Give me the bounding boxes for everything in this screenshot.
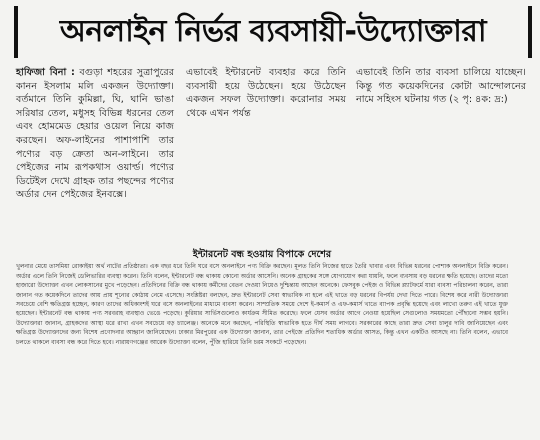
byline: হাফিজা বিনা : <box>16 67 75 78</box>
subarticle-heading: ইন্টারনেট বন্ধ হওয়ায় বিপাকে দেশের <box>192 249 332 260</box>
article-column-1 <box>16 66 174 202</box>
page-fade <box>0 395 540 440</box>
article-column-2-text: এভাবেই ইন্টারনেট ব্যবহার করে তিনি ব্যবসায়ী হয়ে উঠেছেন। হয়ে উঠেছেন একজন সফল উদ্যোক্তা। করোনার সময় থেকে এখন পর্যন্ত <box>186 67 346 119</box>
subarticle <box>16 250 508 347</box>
headline: অনলাইন নির্ভর ব্যবসায়ী-উদ্যোক্তারা <box>59 13 487 49</box>
article-column-2 <box>186 66 346 120</box>
article-column-3 <box>356 66 526 107</box>
headline-frame <box>14 6 532 58</box>
article-column-1-text: বগুড়া শহরের সুত্রাপুরের কানন ইসলাম মলি একজন উদ্যোক্তা। বর্তমানে তিনি কুমিল্লা, ঘি, ঘানি ভাঙা সরিষার তেল, মধুসহ বিভিন্ন ধরনের তেল এবং হোমমেড হেয়ার ওয়েল নিয়ে কাজ করছেন। অফ-লাইনের পাশাপাশি তার পণ্যের বড় ক্রেতা অন-লাইনে। তার পেইজের নাম রূপকথাস ওয়ার্ল্ড। পণ্যের ডিটেইল দেখে গ্রাহক তার পছন্দের পণ্যের অর্ডার দেন পেইজের ইনবক্সে। <box>16 67 174 201</box>
subarticle-body: খুলনার মেয়ে তাসমিয়া রোকাইয়া অর্থ নাটের প্রতিষ্ঠাতা। এক বছর ধরে তিনি ঘরে বসে অনলাইনে পণ্য বিক্রি করছেন। মূলত তিনি নিজের হাতে তৈরি খাবার এবং বিভিন্ন ধরনের পোশাক অনলাইনে বিক্রি করেন। অর্ডার এলে তিনি নিজেই ডেলিভারির ব্যবস্থা করেন। তিনি বলেন, ইন্টারনেট বন্ধ থাকায় কোনো অর্ডার আসেনি। অনেক গ্রাহকের সঙ্গে যোগাযোগ করা যায়নি, ফলে ব্যবসায় বড় ধরনের ক্ষতি হয়েছে। তাদের মতো হাজারো উদ্যোক্তা এখন লোকসানের মুখে পড়েছেন। প্রতিদিনের বিক্রি বন্ধ থাকায় কর্মীদের বেতন দেওয়া নিয়েও দুশ্চিন্তায় আছেন অনেকে। ফেসবুক পেইজ ও বিভিন্ন প্ল্যাটফর্মে যারা ব্যবসা পরিচালনা করেন, তারা জানান গত কয়েকদিনে তাদের আয় প্রায় শূন্যের কোঠায় নেমে এসেছে। সংশ্লিষ্টরা বলছেন, দ্রুত ইন্টারনেট সেবা স্বাভাবিক না হলে এই খাতে বড় ধরনের বিপর্যয় দেখা দিতে পারে। বিশেষ করে নারী উদ্যোক্তারা সবচেয়ে বেশি ক্ষতিগ্রস্ত হচ্ছেন, কারণ তাদের অধিকাংশই ঘরে বসে অনলাইনের মাধ্যমে ব্যবসা করেন। সাম্প্রতিক সময়ে দেশে ই-কমার্স ও এফ-কমার্স খাতে ব্যাপক প্রবৃদ্ধি হয়েছে এবং লাখো তরুণ এই খাতে যুক্ত হয়েছেন। ইন্টারনেট বন্ধ থাকায় পণ্য সরবরাহ ব্যবস্থাও ভেঙে পড়েছে। কুরিয়ার সার্ভিসগুলোও কার্যক্রম সীমিত করেছে। ফলে যেসব অর্ডার আগে নেওয়া হয়েছিল সেগুলোও সময়মতো পৌঁছানো সম্ভব হয়নি। উদ্যোক্তারা জানান, গ্রাহকদের আস্থা ধরে রাখা এখন সবচেয়ে বড় চ্যালেঞ্জ। অনেকে মনে করছেন, পরিস্থিতি স্বাভাবিক হতে দীর্ঘ সময় লাগবে। সরকারের কাছে তারা দ্রুত সেবা চালুর দাবি জানিয়েছেন এবং ক্ষতিগ্রস্ত উদ্যোক্তাদের জন্য বিশেষ প্রণোদনার আহ্বান জানিয়েছেন। ঢাকার মিরপুরের এক উদ্যোক্তা জানান, তার পেইজে প্রতিদিন শতাধিক অর্ডার আসত, কিন্তু এখন একটিও আসছে না। তিনি বলেন, এভাবে চলতে থাকলে ব্যবসা বন্ধ করে দিতে হবে। নারায়ণগঞ্জের আরেক উদ্যোক্তা বলেন, পুঁজি হারিয়ে তিনি চরম সংকটে পড়েছেন। <box>16 263 508 346</box>
article-column-3-text: এভাবেই তিনি তার ব্যবসা চালিয়ে যাচ্ছেন। কিন্তু গত কয়েকদিনের কোটা আন্দোলনের নামে সহিংস ঘটনায় গত (২ পৃ: ৪ক: দ্র:) <box>356 67 526 106</box>
